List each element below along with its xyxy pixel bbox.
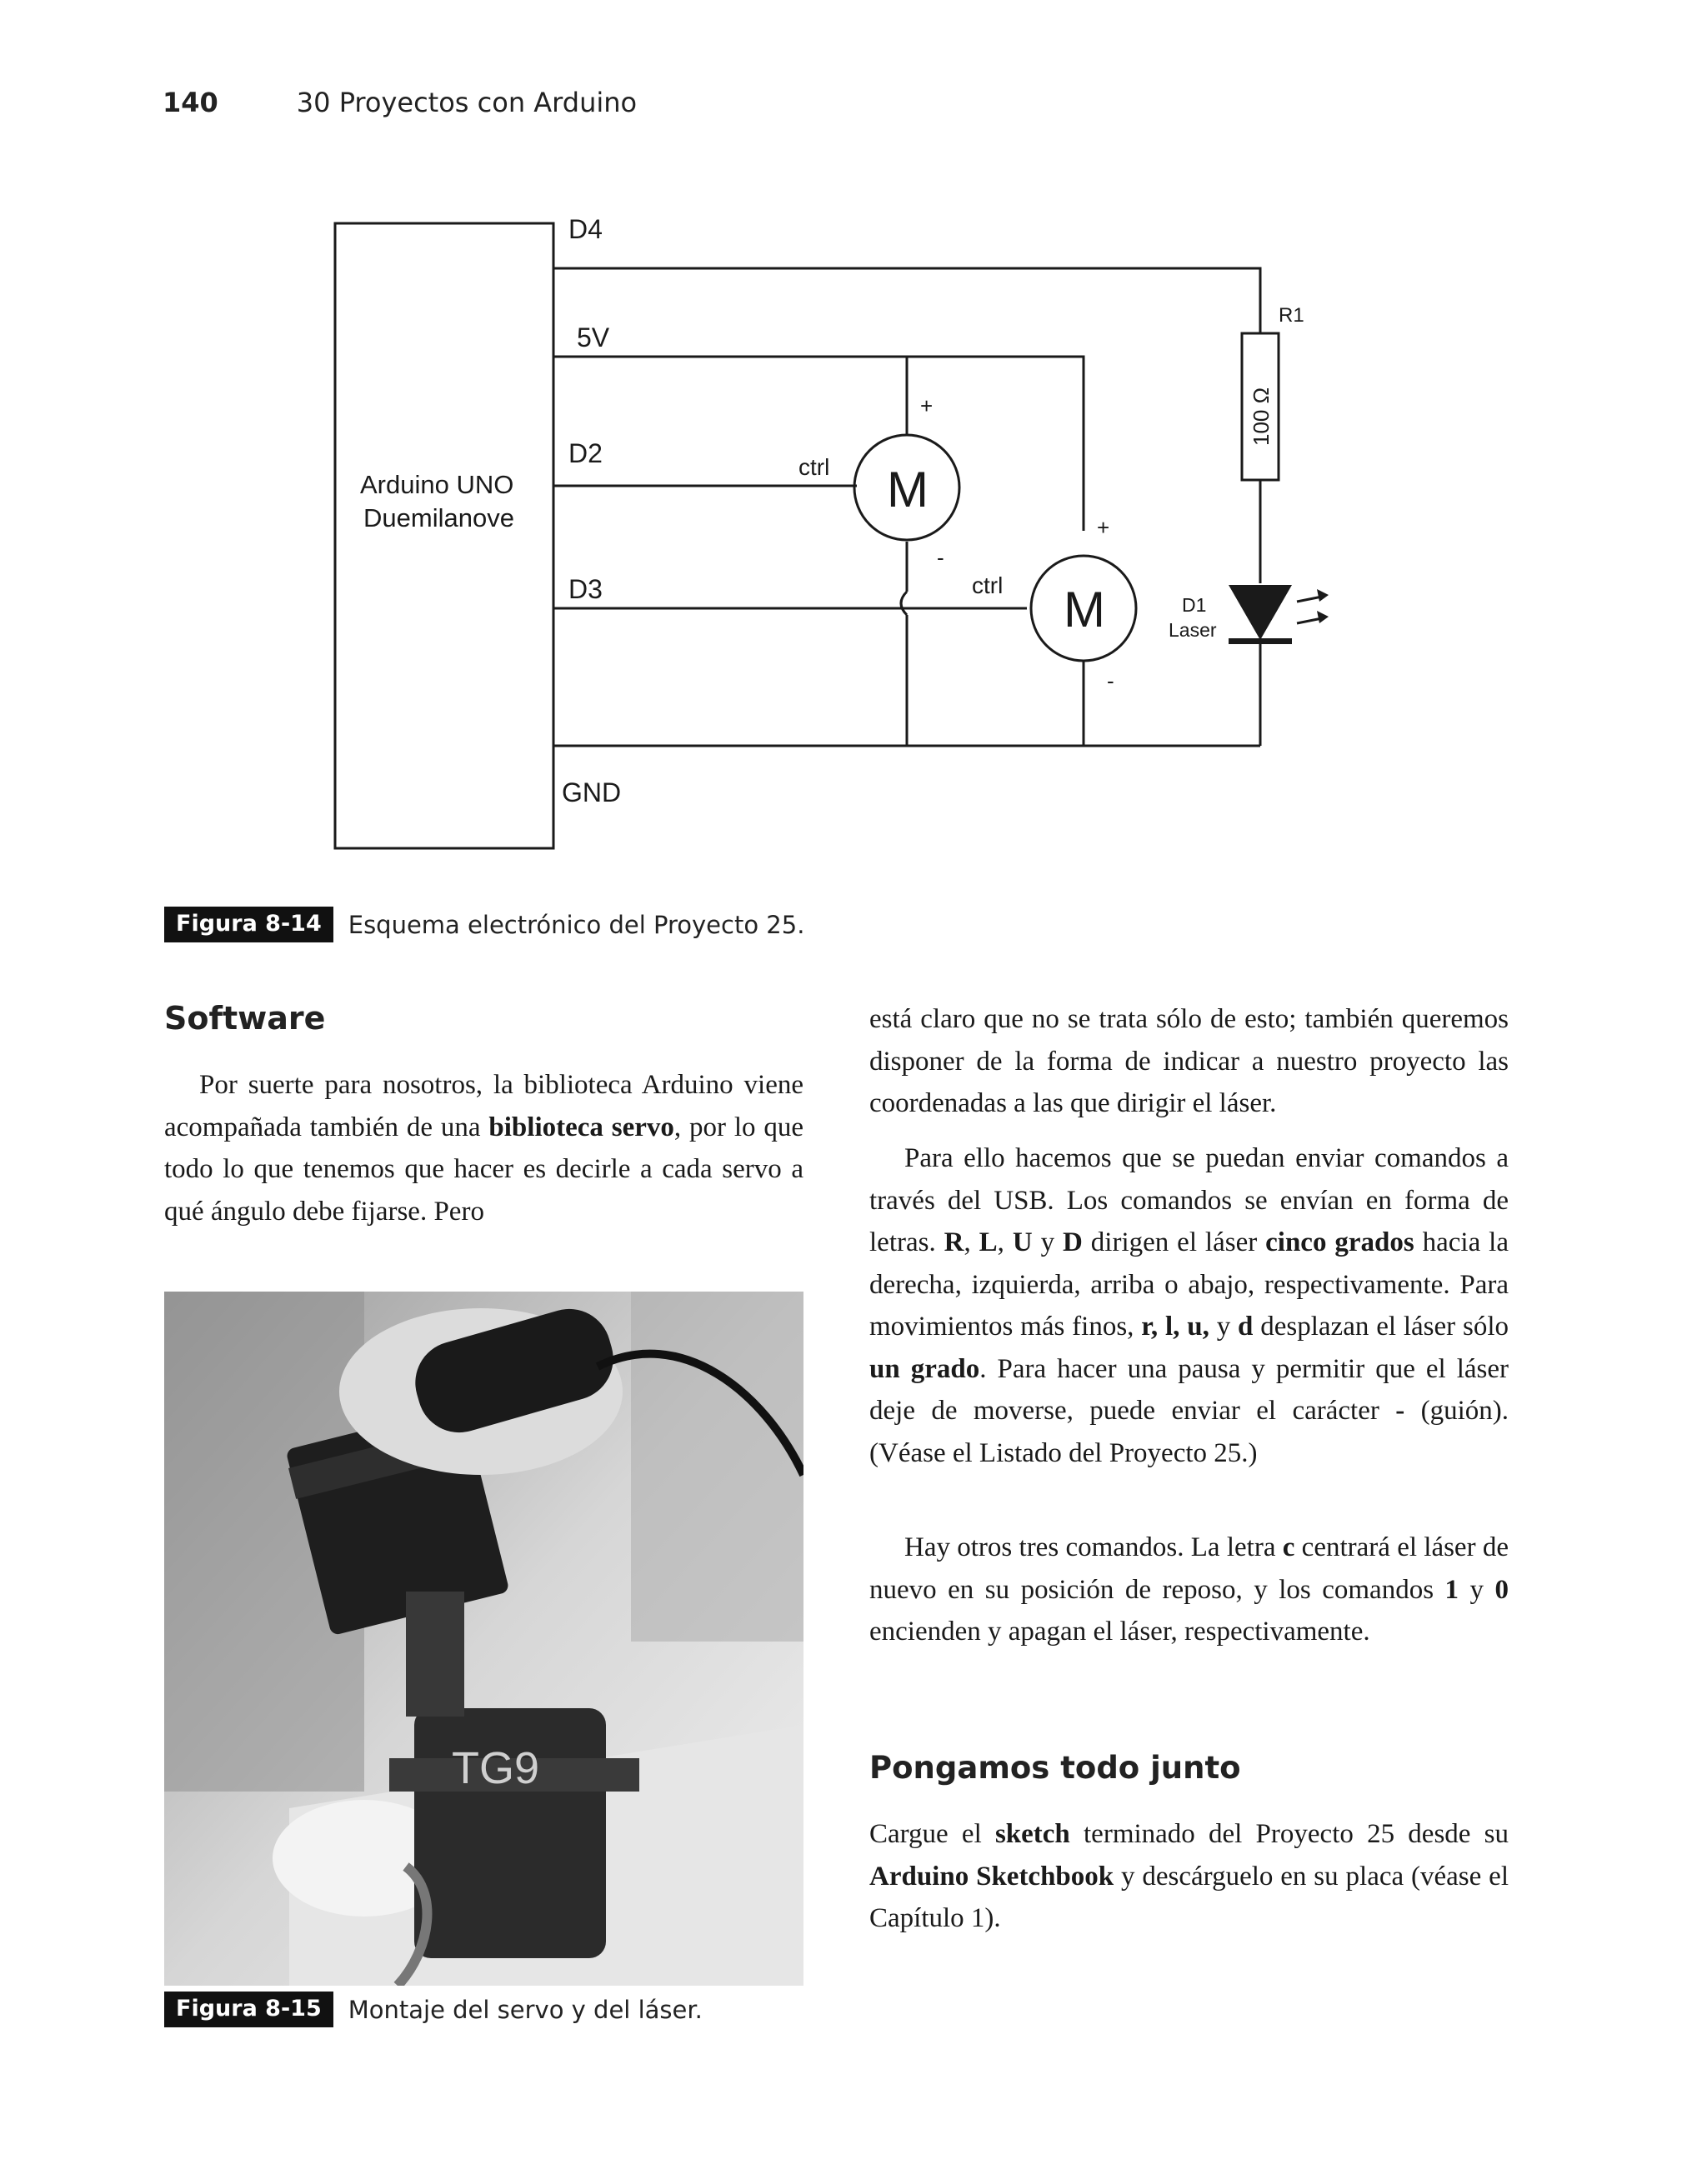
pin-d2: D2	[568, 438, 603, 468]
figure-caption-text: Esquema electrónico del Proyecto 25.	[348, 911, 805, 939]
board-label-2: Duemilanove	[363, 503, 514, 532]
section-heading-software: Software	[164, 1000, 326, 1037]
resistor-value: 100 Ω	[1249, 387, 1274, 446]
figure-caption-text: Montaje del servo y del láser.	[348, 1996, 703, 2024]
diode-label-1: D1	[1182, 594, 1207, 616]
diode-label-2: Laser	[1169, 619, 1217, 641]
book-title: 30 Proyectos con Arduino	[296, 87, 638, 118]
laser-diode-triangle	[1229, 585, 1292, 640]
motor-2-plus: +	[1097, 515, 1110, 540]
circuit-schematic	[0, 0, 1707, 900]
paragraph-software: Por suerte para nosotros, la biblioteca Arduino viene acompañada también de una biblioteca servo, por lo que todo lo que tenemos que hacer es decirle a cada servo a qué ángulo debe fijarse. Pero	[164, 1070, 803, 1227]
paragraph-other-commands: Hay otros tres comandos. La letra c centrará el láser de nuevo en su posición de reposo, y los comandos 1 y 0 encienden y apagan el láser, respectivamente.	[869, 1532, 1509, 1647]
servo-brand-text: TG9	[452, 1743, 540, 1793]
laser-emission-arrows	[1297, 589, 1329, 623]
resistor-label: R1	[1279, 304, 1304, 327]
pin-5v: 5V	[577, 322, 610, 352]
paragraph-load-sketch: Cargue el sketch terminado del Proyecto 25 desde su Arduino Sketchbook y descárguelo en su placa (véase el Capítulo 1).	[869, 1819, 1509, 1933]
servo-laser-photo	[164, 1292, 803, 1986]
section-heading-pongamos: Pongamos todo junto	[869, 1750, 1241, 1786]
motor-1-symbol: M	[887, 462, 929, 517]
figure-caption-8-15	[164, 1992, 703, 2027]
arduino-board-box	[335, 223, 553, 848]
motor-2-ctrl: ctrl	[972, 572, 1004, 598]
figure-badge: Figura 8-14	[164, 907, 333, 942]
motor-1-minus: -	[937, 545, 944, 570]
figure-badge: Figura 8-15	[164, 1992, 333, 2027]
page-number: 140	[163, 87, 218, 118]
board-label-1: Arduino UNO	[360, 470, 514, 499]
paragraph-continuation: está claro que no se trata sólo de esto; también queremos disponer de la forma de indicar a nuestro proyecto las coordenadas a las que dirigir el láser.	[869, 1004, 1509, 1118]
pin-d3: D3	[568, 574, 603, 604]
motor-2-minus: -	[1107, 668, 1114, 693]
motor-1-plus: +	[920, 393, 934, 418]
motor-1-ctrl: ctrl	[798, 454, 830, 480]
figure-caption-8-14	[164, 907, 804, 942]
paragraph-commands: Para ello hacemos que se puedan enviar comandos a través del USB. Los comandos se envían en forma de letras. R, L, U y D dirigen el láser cinco grados hacia la derecha, izquierda, arriba o abajo, respectivamente. Para movimientos más finos, r, l, u, y d desplazan el láser sólo un grado. Para hacer una pausa y permitir que el láser deje de moverse, puede enviar el carácter - (guión). (Véase el Listado del Proyecto 25.)	[869, 1143, 1509, 1468]
pin-d4: D4	[568, 214, 603, 244]
pin-gnd: GND	[562, 777, 622, 807]
motor-2-symbol: M	[1064, 582, 1105, 637]
